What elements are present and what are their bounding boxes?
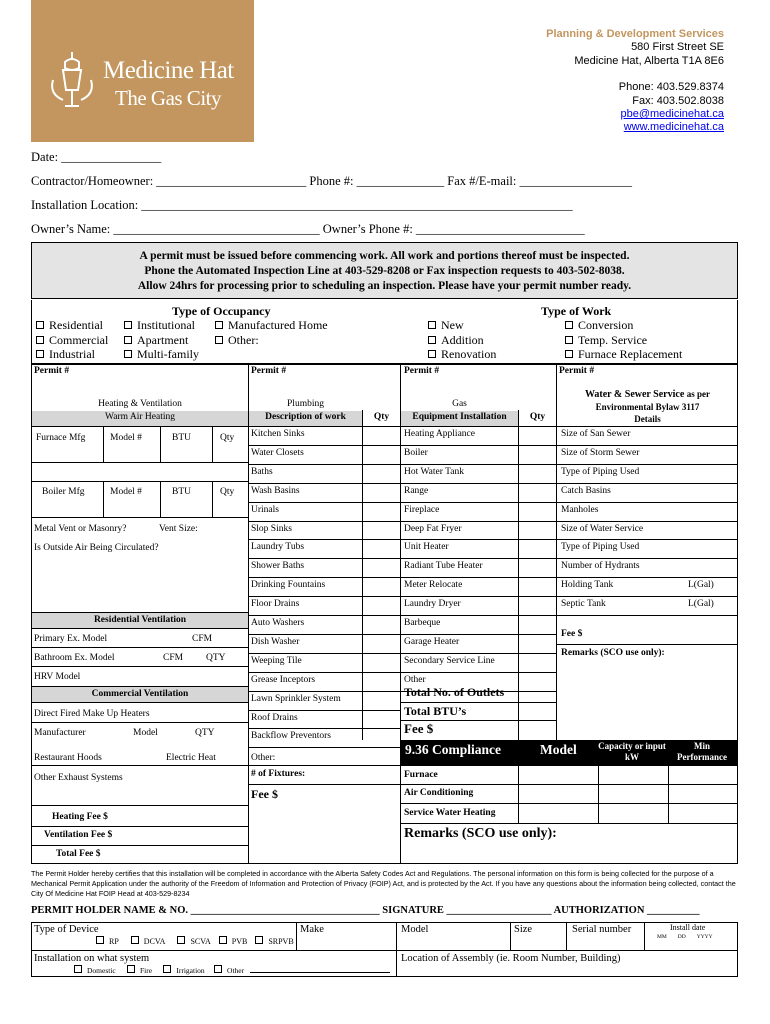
compliance-model: Model: [540, 742, 577, 757]
fire-label: Fire: [140, 966, 153, 975]
other-system-checkbox[interactable]: [214, 965, 222, 973]
scva-checkbox[interactable]: [177, 936, 185, 944]
renovation-checkbox[interactable]: [428, 350, 436, 358]
gas-header: Gas: [452, 399, 467, 409]
addition-checkbox[interactable]: [428, 336, 436, 344]
gas-item[interactable]: Meter Relocate: [404, 580, 463, 591]
residential-checkbox[interactable]: [36, 321, 44, 329]
water-item[interactable]: Catch Basins: [561, 485, 611, 496]
commercial-checkbox[interactable]: [36, 336, 44, 344]
install-date-label[interactable]: Install date: [670, 923, 706, 932]
water-item[interactable]: Type of Piping Used: [561, 466, 640, 477]
vent-size-label[interactable]: Vent Size:: [159, 524, 198, 534]
heating-fee-label[interactable]: Heating Fee $: [52, 812, 108, 822]
conversion-label: Conversion: [578, 318, 634, 332]
plumbing-item[interactable]: Laundry Tubs: [251, 542, 305, 553]
compliance-capacity: Capacity or input kW: [598, 741, 666, 762]
conversion-checkbox[interactable]: [565, 321, 573, 329]
direct-fired-label[interactable]: Direct Fired Make Up Heaters: [34, 709, 150, 719]
gas-item[interactable]: Boiler: [404, 447, 428, 458]
device-options: [96, 936, 294, 946]
furnace-model-label: Model #: [110, 433, 142, 443]
srpvb-label: SRPVB: [268, 937, 294, 946]
total-outlets-label[interactable]: Total No. of Outlets: [404, 685, 505, 699]
bathroom-ex-label[interactable]: Bathroom Ex. Model: [34, 653, 115, 663]
gas-item[interactable]: Heating Appliance: [404, 429, 475, 439]
email-link[interactable]: pbe@medicinehat.ca: [620, 108, 724, 121]
yyyy-label: YYYY: [696, 934, 713, 940]
rp-checkbox[interactable]: [96, 936, 104, 944]
plumbing-item[interactable]: Baths: [251, 466, 273, 477]
compliance-remarks[interactable]: Remarks (SCO use only):: [404, 826, 557, 841]
model-label: Model: [133, 728, 158, 738]
date-field[interactable]: Date: ________________: [31, 150, 162, 164]
res-vent-header: Residential Ventilation: [93, 615, 187, 625]
furnace-replacement-label: Furnace Replacement: [578, 347, 683, 361]
plumbing-item[interactable]: Slop Sinks: [251, 523, 292, 534]
plumbing-item[interactable]: Auto Washers: [251, 618, 305, 628]
boiler-mfg-label: Boiler Mfg: [42, 487, 85, 497]
occupancy-title: Type of Occupancy: [172, 304, 271, 318]
gas-item[interactable]: Hot Water Tank: [404, 466, 464, 477]
temp-service-checkbox[interactable]: [565, 336, 573, 344]
compliance-furnace[interactable]: Furnace: [404, 770, 438, 780]
fax: Fax: 403.502.8038: [632, 94, 724, 107]
furnace-qty-label: Qty: [220, 433, 235, 443]
street: 580 First Street SE: [631, 41, 724, 54]
plumbing-item[interactable]: Water Closets: [251, 447, 304, 458]
apartment-checkbox[interactable]: [124, 336, 132, 344]
institutional-checkbox[interactable]: [124, 321, 132, 329]
water-permit[interactable]: Permit #: [559, 366, 595, 376]
plumbing-qty-header: Qty: [373, 412, 390, 422]
addition-label: Addition: [441, 332, 484, 347]
metal-vent-label[interactable]: Metal Vent or Masonry?: [34, 524, 127, 534]
industrial-checkbox[interactable]: [36, 350, 44, 358]
water-item[interactable]: Size of San Sewer: [561, 429, 631, 439]
occupancy-options-2: [124, 318, 199, 362]
water-item[interactable]: Size of Storm Sewer: [561, 447, 640, 458]
new-checkbox[interactable]: [428, 321, 436, 329]
city-logo: [31, 0, 254, 142]
furnace-replacement-checkbox[interactable]: [565, 350, 573, 358]
gas-item[interactable]: Fireplace: [404, 504, 440, 515]
multifamily-checkbox[interactable]: [124, 350, 132, 358]
lamp-icon: [45, 50, 99, 110]
heating-header: Heating & Ventilation: [98, 399, 182, 409]
temp-service-label: Temp. Service: [578, 332, 648, 347]
water-details: Details: [634, 414, 661, 424]
installed-on-label: Installation on what system: [34, 953, 150, 964]
city: Medicine Hat, Alberta T1A 8E6: [574, 54, 724, 67]
fixtures-label[interactable]: # of Fixtures:: [251, 769, 306, 779]
com-vent-header: Commercial Ventilation: [91, 689, 189, 699]
total-btu-label[interactable]: Total BTU’s: [404, 704, 467, 718]
water-header: [557, 388, 738, 425]
gas-item[interactable]: Garage Heater: [404, 636, 460, 647]
fire-checkbox[interactable]: [127, 965, 135, 973]
office-address: [546, 28, 724, 135]
other-system-line[interactable]: [250, 972, 390, 973]
furnace-btu-label: BTU: [172, 433, 191, 443]
boiler-qty-label: Qty: [220, 487, 235, 497]
bathroom-cfm-label: CFM: [163, 653, 184, 663]
water-item[interactable]: Holding Tank: [561, 580, 614, 591]
electric-heat-label[interactable]: Electric Heat: [166, 753, 216, 763]
boiler-btu-label: BTU: [172, 487, 191, 497]
boiler-model-label: Model #: [110, 487, 142, 497]
plumbing-item[interactable]: Dish Washer: [251, 636, 300, 647]
water-item[interactable]: Septic Tank: [561, 599, 606, 610]
plumbing-item[interactable]: Weeping Tile: [251, 655, 302, 666]
plumbing-item[interactable]: Floor Drains: [251, 599, 300, 610]
plumbing-item[interactable]: Roof Drains: [251, 712, 298, 723]
web-link[interactable]: www.medicinehat.ca: [623, 121, 724, 134]
gas-permit[interactable]: Permit #: [404, 366, 440, 376]
water-unit-label[interactable]: L(Gal): [688, 580, 714, 591]
water-item[interactable]: Type of Piping Used: [561, 542, 640, 553]
domestic-checkbox[interactable]: [74, 965, 82, 973]
apartment-label: Apartment: [137, 332, 189, 347]
manufactured-checkbox[interactable]: [215, 321, 223, 329]
gas-item[interactable]: Laundry Dryer: [404, 599, 461, 610]
compliance-min: Min Performance: [677, 741, 727, 762]
compliance-swh[interactable]: Service Water Heating: [404, 808, 496, 818]
water-fee-label[interactable]: Fee $: [561, 629, 583, 639]
gas-equipment-header: Equipment Installation: [412, 412, 507, 422]
plumbing-permit[interactable]: Permit #: [251, 366, 287, 376]
plumbing-item[interactable]: Kitchen Sinks: [251, 429, 305, 439]
srpvb-checkbox[interactable]: [255, 936, 263, 944]
compliance-ac[interactable]: Air Conditioning: [404, 788, 474, 798]
plumbing-fee-label[interactable]: Fee $: [251, 787, 278, 801]
notice-line-1: A permit must be issued before commencing work. All work and portions thereof must be inspected.: [139, 250, 630, 262]
other-occupancy-checkbox[interactable]: [215, 336, 223, 344]
warm-air-header: Warm Air Heating: [105, 412, 175, 422]
pvb-label: PVB: [231, 937, 248, 946]
gas-item[interactable]: Range: [404, 485, 429, 496]
compliance-title: 9.36 Compliance: [405, 742, 501, 757]
outside-air-label[interactable]: Is Outside Air Being Circulated?: [34, 543, 159, 553]
date-format: [657, 934, 713, 940]
plumbing-item[interactable]: Drinking Fountains: [251, 580, 326, 591]
plumbing-item[interactable]: Wash Basins: [251, 485, 300, 496]
occupancy-options: [36, 318, 108, 362]
work-title: Type of Work: [541, 304, 612, 318]
assembly-location-label[interactable]: Location of Assembly (ie. Room Number, Building): [401, 953, 621, 964]
total-fee-label[interactable]: Total Fee $: [56, 849, 101, 859]
gas-item[interactable]: Unit Heater: [404, 542, 449, 553]
plumbing-header: Plumbing: [287, 399, 324, 409]
plumbing-item[interactable]: Urinals: [251, 504, 279, 515]
legal-text: The Permit Holder hereby certifies that this installation will be completed in accordance with the Alberta Safety Codes Act and Regulations. The personal information on this form is being collected for the purpose of a Mechanical Permit Application under the authority of the Freedom of Information and Protection of Privacy (FOIP) Act, and is protected by the Act. If you have any questions about the information being collected, contact the City Of Medicine Hat FOIP Head at 403-529-8234: [31, 869, 736, 898]
irrigation-label: Irrigation: [176, 966, 205, 975]
dcva-label: DCVA: [143, 937, 166, 946]
bathroom-qty-label: QTY: [206, 653, 226, 663]
device-type-label: Type of Device: [34, 924, 99, 935]
multifamily-label: Multi-family: [137, 347, 199, 361]
notice-line-3: Allow 24hrs for processing prior to scheduling an inspection. Please have your permit number ready.: [137, 280, 632, 292]
water-item[interactable]: Manholes: [561, 504, 599, 515]
new-label: New: [441, 318, 464, 332]
gas-item[interactable]: Deep Fat Fryer: [404, 523, 462, 534]
notice-line-2: Phone the Automated Inspection Line at 403-529-8208 or Fax inspection requests to 403-502-8038.: [144, 265, 625, 277]
domestic-label: Domestic: [87, 966, 116, 975]
logo-line2: The Gas City: [115, 86, 221, 110]
plumbing-item[interactable]: Shower Baths: [251, 561, 305, 572]
industrial-label: Industrial: [49, 347, 95, 361]
water-title-suffix: as per: [686, 389, 711, 399]
occupancy-options-3: [215, 318, 328, 347]
furnace-mfg-label: Furnace Mfg: [36, 433, 86, 443]
other-occupancy-label: Other:: [228, 332, 259, 347]
work-options-2: [565, 318, 682, 362]
plumbing-item[interactable]: Lawn Sprinkler System: [251, 693, 341, 704]
plumbing-item[interactable]: Backflow Preventors: [251, 731, 331, 742]
dd-label: DD: [677, 934, 686, 940]
restaurant-hoods-label[interactable]: Restaurant Hoods: [34, 753, 102, 763]
gas-item[interactable]: Secondary Service Line: [404, 655, 495, 666]
water-title: Water & Sewer Service: [584, 389, 685, 400]
plumbing-other-label[interactable]: Other:: [251, 753, 276, 763]
permit-notice: [31, 242, 738, 299]
residential-label: Residential: [49, 318, 103, 332]
water-item[interactable]: Number of Hydrants: [561, 561, 640, 572]
scva-label: SCVA: [190, 937, 211, 946]
gas-item[interactable]: Barbeque: [404, 618, 441, 628]
org-name: Planning & Development Services: [546, 28, 724, 40]
renovation-label: Renovation: [441, 347, 497, 361]
logo-line1: Medicine Hat: [103, 57, 234, 84]
water-remarks-label[interactable]: Remarks (SCO use only):: [561, 648, 665, 658]
gas-item[interactable]: Other: [404, 674, 426, 685]
contractor-field[interactable]: Contractor/Homeowner: ________________________ Phone #: ______________ Fax #/E-mail: __________________: [31, 174, 632, 188]
pvb-checkbox[interactable]: [219, 936, 227, 944]
device-model-label[interactable]: Model: [401, 924, 429, 935]
rp-label: RP: [109, 937, 119, 946]
work-options: [428, 318, 496, 362]
water-item[interactable]: Size of Water Service: [561, 523, 644, 534]
ventilation-fee-label[interactable]: Ventilation Fee $: [44, 830, 113, 840]
gas-fee-label[interactable]: Fee $: [404, 721, 434, 736]
location-field[interactable]: Installation Location: _____________________________________________________________________: [31, 198, 573, 212]
other-exhaust-label[interactable]: Other Exhaust Systems: [34, 773, 123, 783]
hrv-label[interactable]: HRV Model: [34, 672, 81, 682]
heating-permit[interactable]: Permit #: [34, 366, 70, 376]
gas-qty-header: Qty: [529, 412, 546, 422]
qty-label: QTY: [195, 728, 215, 738]
owner-field[interactable]: Owner’s Name: _________________________________ Owner’s Phone #: ___________________________: [31, 222, 585, 236]
primary-cfm-label: CFM: [192, 634, 213, 644]
serial-label[interactable]: Serial number: [572, 924, 632, 935]
gas-item[interactable]: Radiant Tube Heater: [404, 561, 483, 572]
dcva-checkbox[interactable]: [131, 936, 139, 944]
institutional-label: Institutional: [137, 318, 195, 332]
size-label[interactable]: Size: [514, 924, 533, 935]
commercial-label: Commercial: [49, 332, 109, 347]
other-system-label: Other: [227, 966, 245, 975]
plumbing-desc-header: Description of work: [265, 412, 346, 422]
phone: Phone: 403.529.8374: [618, 81, 724, 94]
make-label[interactable]: Make: [300, 924, 324, 935]
water-bylaw: Environmental Bylaw 3117: [595, 402, 700, 412]
primary-ex-label[interactable]: Primary Ex. Model: [34, 634, 108, 644]
mm-label: MM: [657, 934, 667, 940]
manufacturer-label[interactable]: Manufacturer: [34, 728, 86, 738]
plumbing-item[interactable]: Grease Inceptors: [251, 674, 316, 685]
water-unit-label[interactable]: L(Gal): [688, 599, 714, 610]
irrigation-checkbox[interactable]: [163, 965, 171, 973]
manufactured-label: Manufactured Home: [228, 318, 328, 332]
system-options: [74, 965, 244, 975]
signature-line[interactable]: PERMIT HOLDER NAME & NO. ____________________________________ SIGNATURE ____________________ AUTHORIZATION __________: [31, 905, 700, 916]
